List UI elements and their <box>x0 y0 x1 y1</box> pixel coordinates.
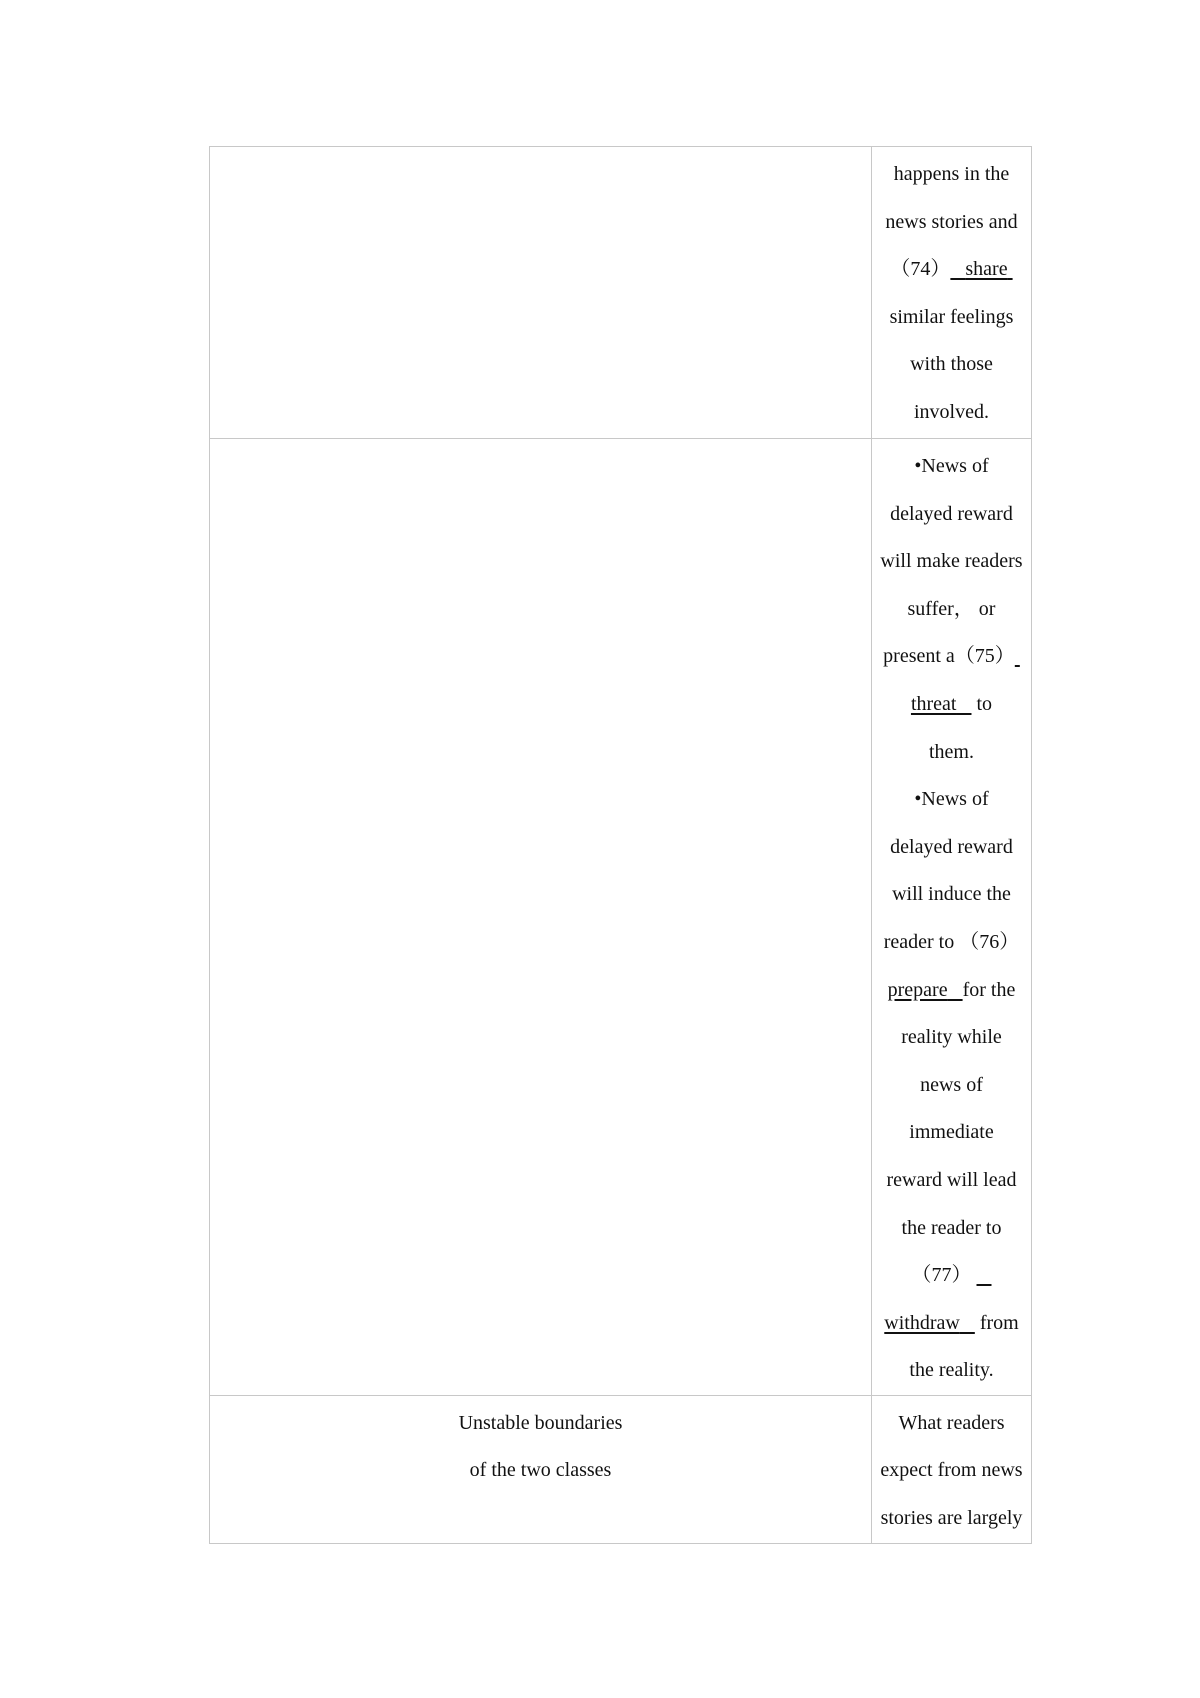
blank-76-line: reader to （76） <box>883 930 1020 953</box>
cell-text-line: of the two classes <box>469 1459 612 1482</box>
table-row <box>210 1395 1032 1543</box>
table-cell-left-empty <box>210 439 872 1396</box>
table-cell-right <box>872 1395 1032 1543</box>
cell-text-line: will make readers <box>880 550 1023 573</box>
bullet-line: •News of <box>914 788 989 811</box>
cell-text-line: reality while <box>901 1026 1002 1049</box>
cell-text-line: happens in the <box>893 163 1010 185</box>
answer-75: threat <box>910 692 957 715</box>
table-cell-left-empty <box>210 147 872 439</box>
summary-table <box>209 146 1032 1544</box>
cell-text-line: with those <box>910 353 993 376</box>
answer-75-line: threat to <box>910 692 993 715</box>
cell-text-line: reward will lead <box>886 1168 1017 1191</box>
cell-text-line: suffer， or <box>907 597 996 620</box>
answer-76: prepare <box>887 978 948 1001</box>
table-cell-left <box>210 1395 872 1543</box>
cell-text-line: delayed reward <box>890 835 1013 858</box>
cell-text-line: Unstable boundaries <box>458 1411 623 1434</box>
cell-text-line: involved. <box>914 400 989 423</box>
answer-77-line: withdraw from <box>884 1311 1019 1334</box>
cell-text-line: the reader to <box>901 1216 1002 1239</box>
blank-74-line <box>872 246 1031 294</box>
table-cell-right <box>872 439 1032 1396</box>
cell-text-line: immediate <box>909 1121 994 1144</box>
question-number-77: （77） <box>911 1264 972 1287</box>
answer-74: share <box>965 258 1008 281</box>
cell-text-line: news of <box>920 1073 983 1096</box>
answer-76-line: prepare for the <box>887 978 1016 1001</box>
bullet-line: •News of <box>914 455 989 477</box>
cell-text-line: What readers <box>898 1411 1005 1434</box>
cell-text-line: stories are largely <box>880 1507 1023 1530</box>
cell-text-line: similar feelings <box>889 305 1014 328</box>
blank-75-line: present a（75） <box>883 645 1015 668</box>
question-number-74: （74） <box>890 258 951 281</box>
cell-text-line: delayed reward <box>890 502 1013 525</box>
cell-text-line: news stories and <box>885 210 1018 233</box>
cell-text-line: will induce the <box>892 883 1011 906</box>
question-number-75: （75） <box>954 645 1015 668</box>
table-row <box>210 439 1032 1396</box>
blank-77-line <box>872 1252 1031 1300</box>
answer-77: withdraw <box>884 1311 960 1334</box>
cell-text-line: them. <box>929 740 974 763</box>
cell-text-line: expect from news <box>880 1459 1023 1482</box>
table-cell-right <box>872 147 1032 439</box>
cell-text-line: the reality. <box>909 1359 994 1382</box>
table-row <box>210 147 1032 439</box>
question-number-76: （76） <box>959 930 1020 953</box>
